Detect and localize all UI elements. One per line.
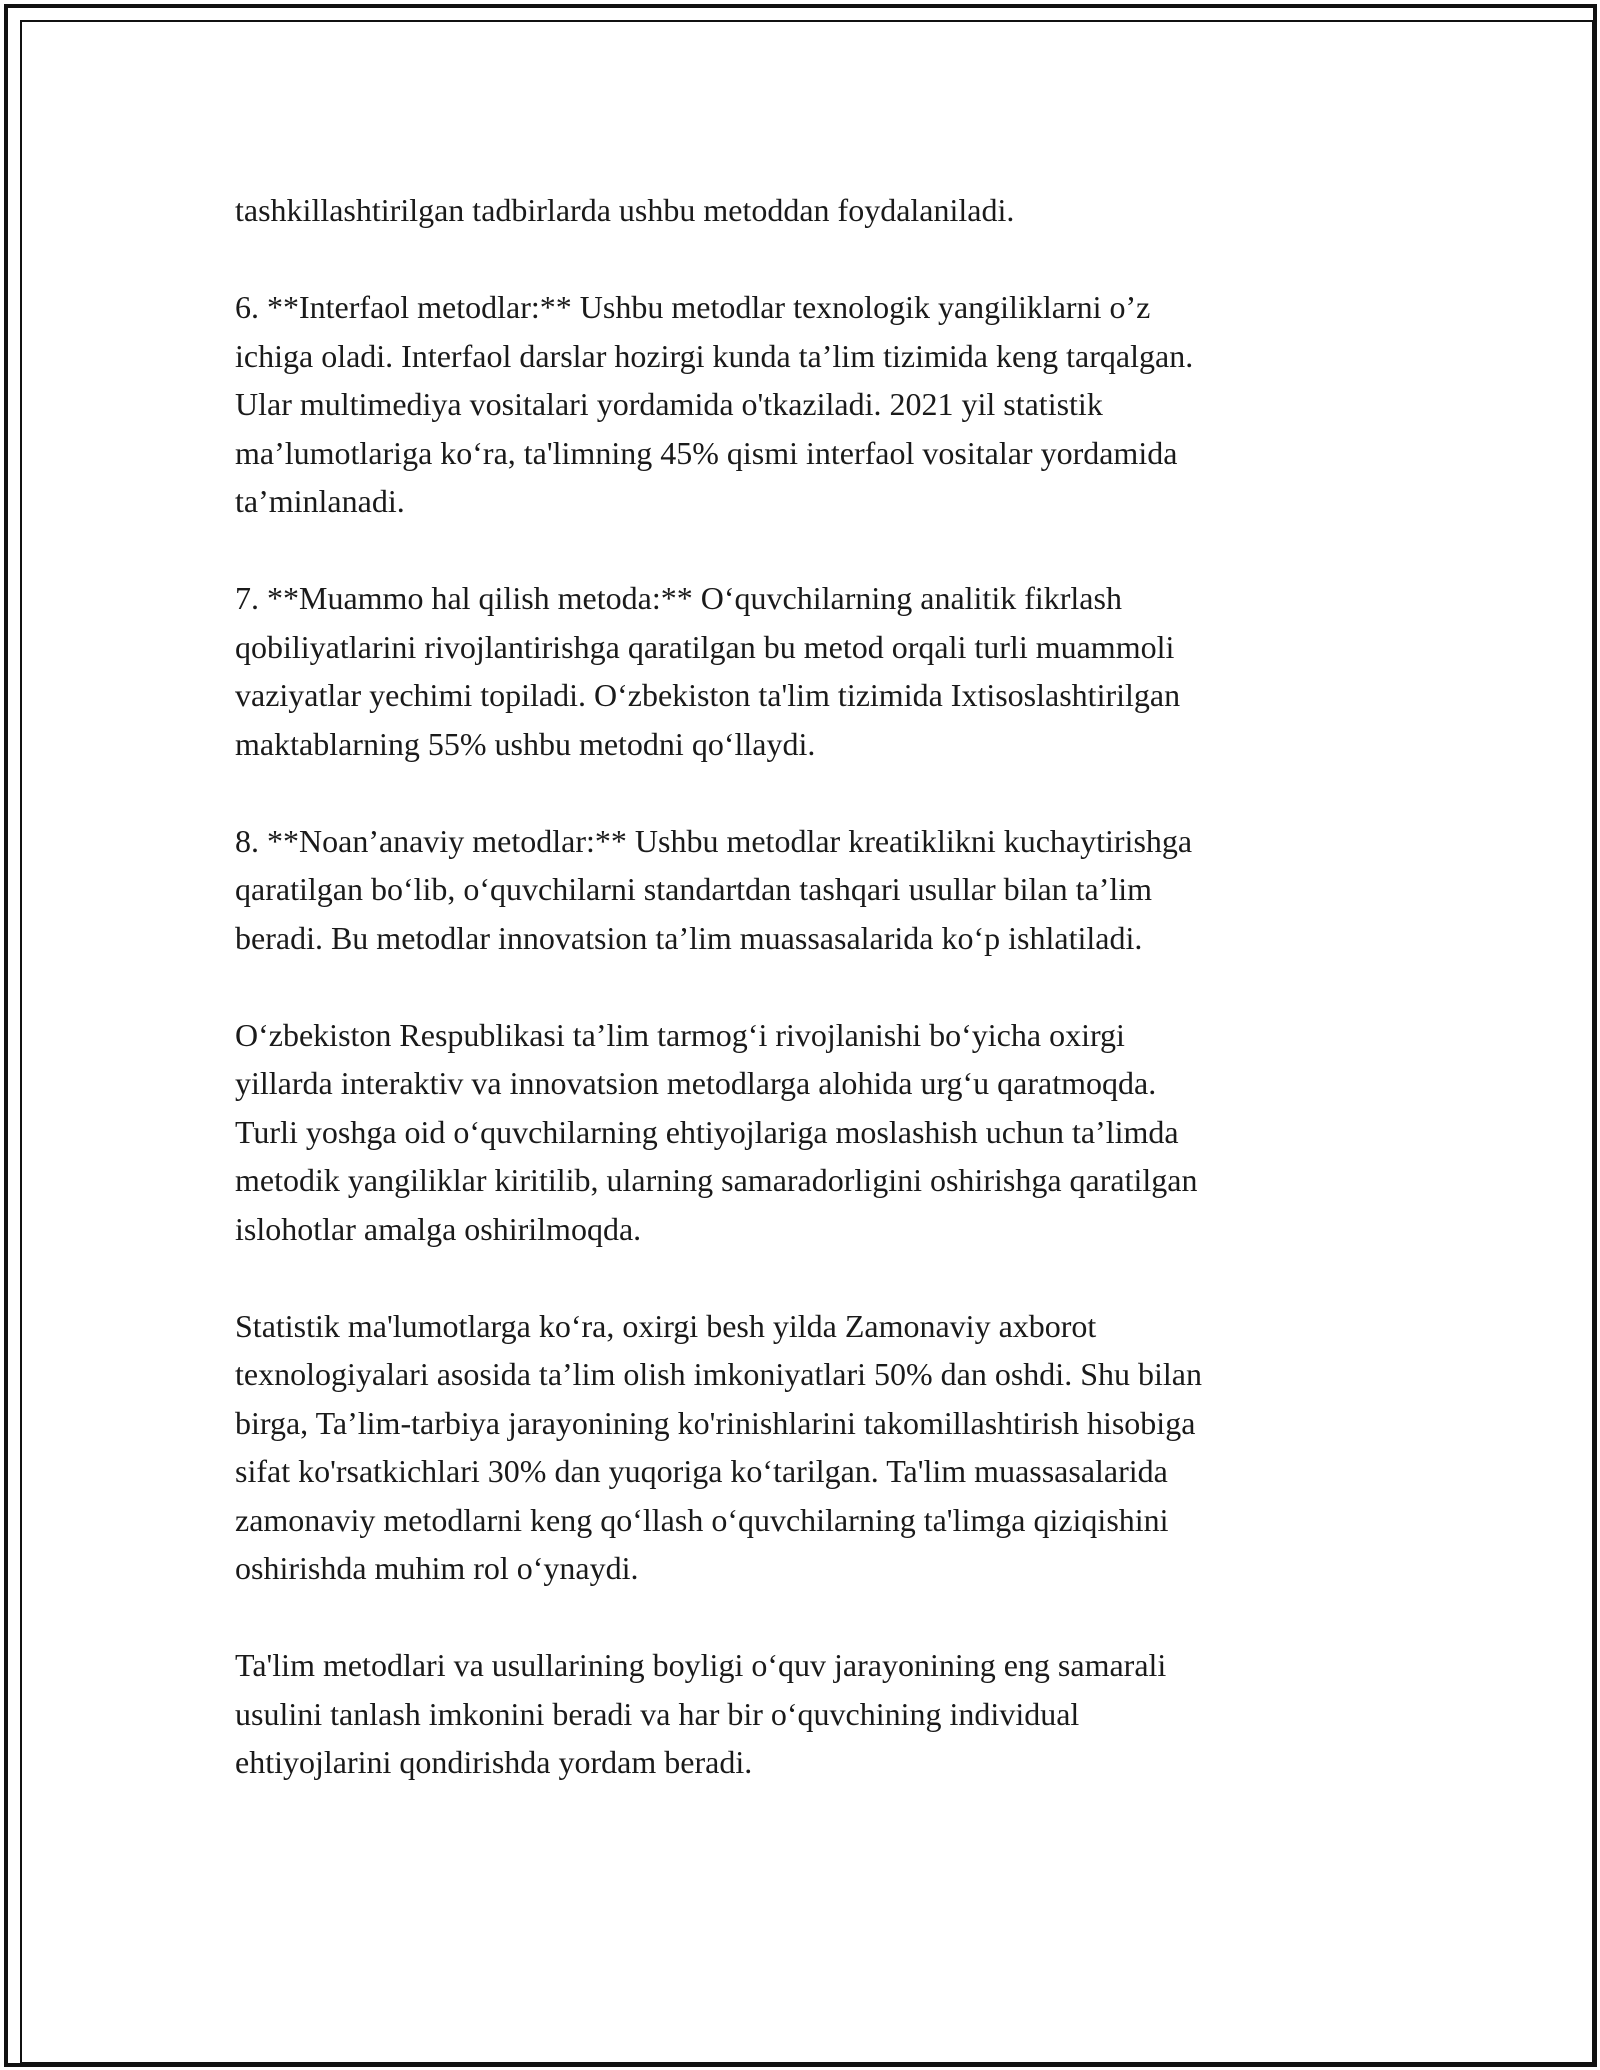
paragraph-interfaol-metodlar: 6. **Interfaol metodlar:** Ushbu metodlar texnologik yangiliklarni o’z ichiga oladi. Interfaol darslar hozirgi kunda ta’lim tizimida keng tarqalgan. Ular multimediya vositalari yordamida o'tkaziladi. 2021 yil statistik ma’lumotlariga ko‘ra, ta'limning 45% qismi interfaol vositalar yordamida ta’minlanadi. bbox=[235, 289, 1194, 519]
paragraph-noananaviy-metodlar: 8. **Noan’anaviy metodlar:** Ushbu metodlar kreatiklikni kuchaytirishga qaratilgan bo‘lib, o‘quvchilarni standartdan tashqari usullar bilan ta’lim beradi. Bu metodlar innovatsion ta’lim muassasalarida ko‘p ishlatiladi. bbox=[235, 822, 1193, 956]
paragraph-xulosa: Ta'lim metodlari va usullarining boyligi o‘quv jarayonining eng samarali usulini tanlash imkonini beradi va har bir o‘quvchining individual ehtiyojlarini qondirishda yordam beradi. bbox=[235, 1647, 1167, 1780]
document-body bbox=[235, 186, 1365, 1787]
paragraph-statistik-malumotlar: Statistik ma'lumotlarga ko‘ra, oxirgi besh yilda Zamonaviy axborot texnologiyalari asosida ta’lim olish imkoniyatlari 50% dan oshdi. Shu bilan birga, Ta’lim-tarbiya jarayonining ko'rinishlarini takomillashtirish hisobiga sifat ko'rsatkichlari 30% dan yuqoriga ko‘tarilgan. Ta'lim muassasalarida zamonaviy metodlarni keng qo‘llash o‘quvchilarning ta'limga qiziqishini oshirishda muhim rol o‘ynaydi. bbox=[235, 1307, 1202, 1586]
paragraph-respublika-talim: O‘zbekiston Respublikasi ta’lim tarmog‘i rivojlanishi bo‘yicha oxirgi yillarda interaktiv va innovatsion metodlarga alohida urg‘u qaratmoqda. Turli yoshga oid o‘quvchilarning ehtiyojlariga moslashish uchun ta’limda metodik yangiliklar kiritilib, ularning samaradorligini oshirishga qaratilgan islohotlar amalga oshirilmoqda. bbox=[235, 1016, 1198, 1247]
paragraph-muammo-hal-qilish: 7. **Muammo hal qilish metoda:** O‘quvchilarning analitik fikrlash qobiliyatlarini rivojlantirishga qaratilgan bu metod orqali turli muammoli vaziyatlar yechimi topiladi. O‘zbekiston ta'lim tizimida Ixtisoslashtirilgan maktablarning 55% ushbu metodni qo‘llaydi. bbox=[235, 580, 1181, 762]
paragraph-continuation: tashkillashtirilgan tadbirlarda ushbu metoddan foydalaniladi. bbox=[235, 192, 1015, 228]
